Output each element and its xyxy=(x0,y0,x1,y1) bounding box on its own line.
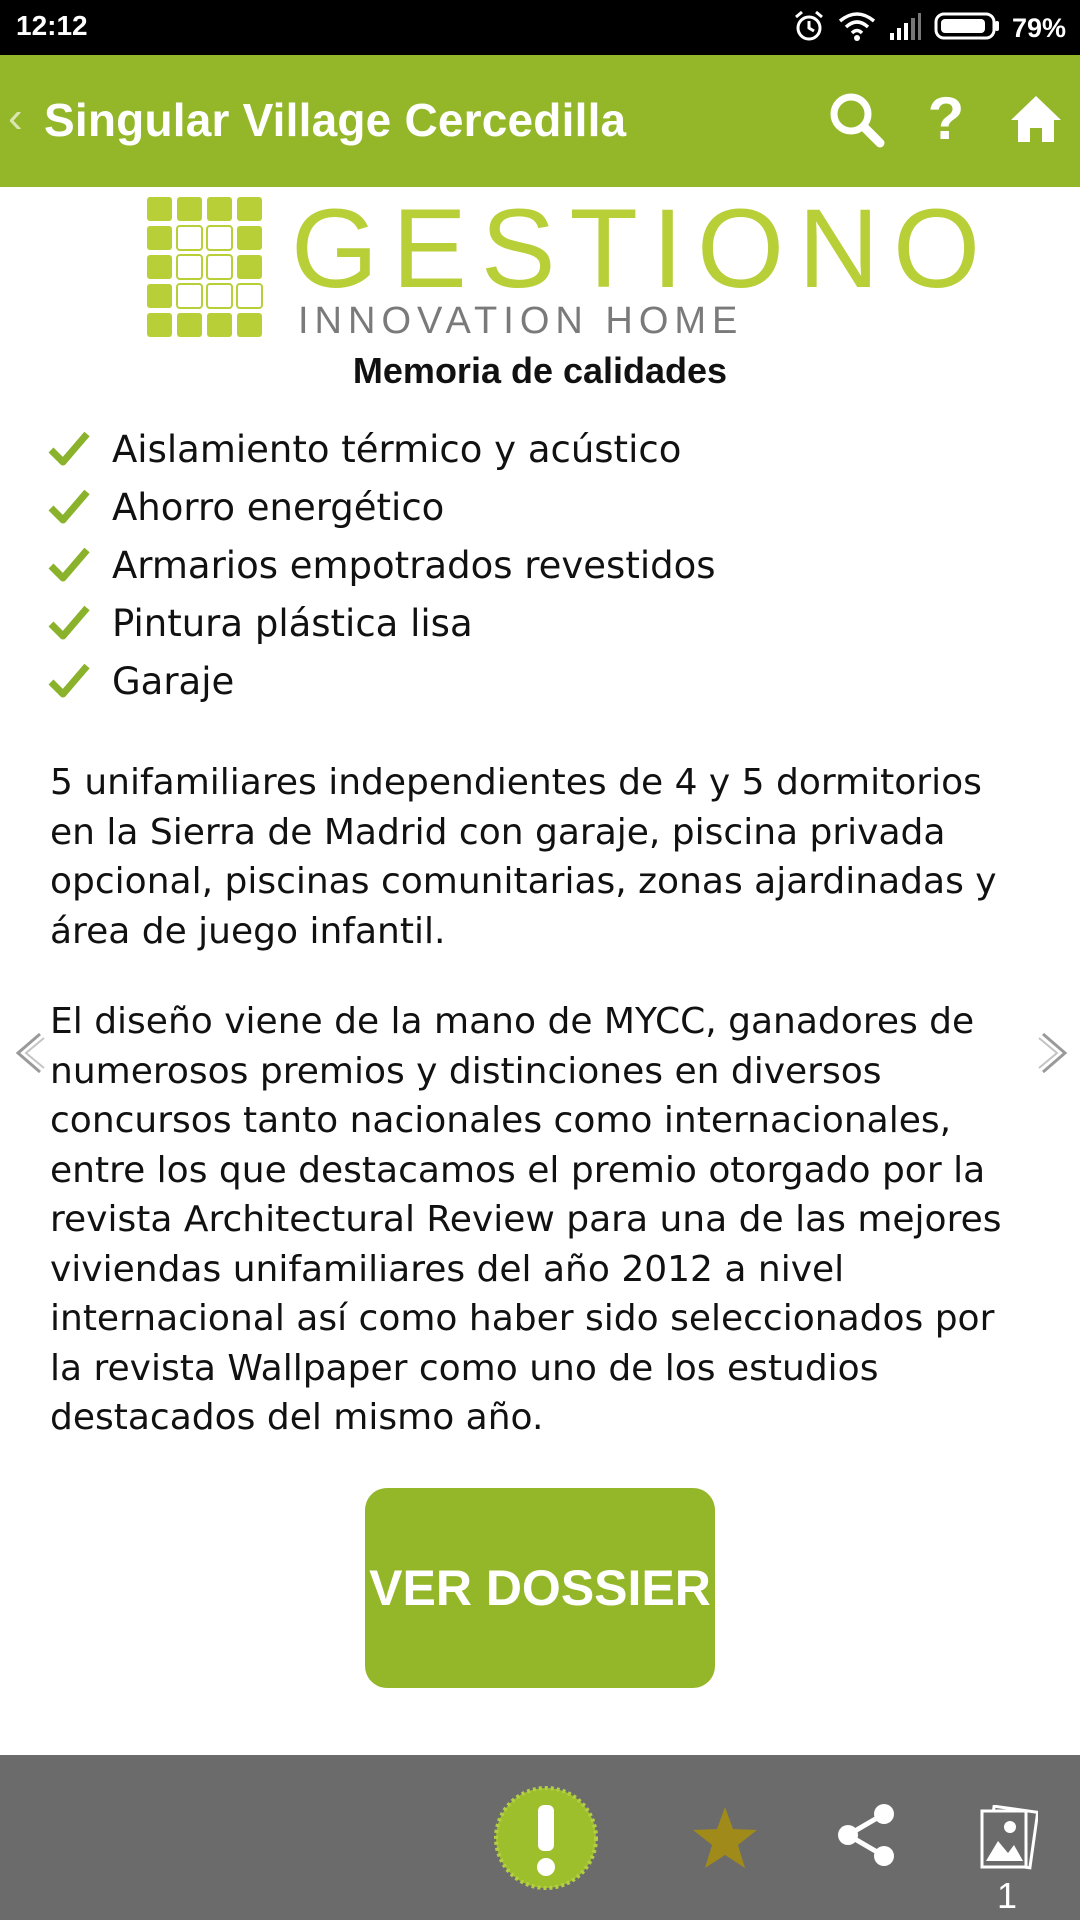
help-icon: ? xyxy=(927,85,965,152)
chevron-left-icon xyxy=(10,1030,50,1076)
search-button[interactable] xyxy=(826,89,886,149)
feature-label: Ahorro energético xyxy=(112,485,445,529)
previous-page-button[interactable] xyxy=(10,1030,50,1076)
logo-tagline: INNOVATION HOME xyxy=(298,300,744,342)
app-bar-actions xyxy=(826,85,1066,152)
section-title: Memoria de calidades xyxy=(352,350,728,391)
gallery-icon xyxy=(978,1805,1038,1873)
signal-icon xyxy=(888,11,922,46)
home-button[interactable] xyxy=(1006,89,1066,149)
list-item xyxy=(48,420,716,478)
battery-percentage: 79% xyxy=(1011,12,1066,43)
page-title: Singular Village Cercedilla xyxy=(44,94,627,146)
star-icon xyxy=(690,1805,760,1871)
next-page-button[interactable] xyxy=(1033,1030,1073,1076)
battery-icon xyxy=(934,11,1000,46)
help-button[interactable] xyxy=(916,85,976,152)
list-item xyxy=(48,536,716,594)
check-icon xyxy=(48,478,112,536)
check-icon xyxy=(48,536,112,594)
list-item xyxy=(48,594,716,652)
description-paragraph: 5 unifamiliares independientes de 4 y 5 dormitorios en la Sierra de Madrid con garaje, piscina privada opcional, piscinas comunitarias, zonas ajardinadas y área de juego infantil. xyxy=(50,762,997,952)
status-icons xyxy=(792,8,1066,48)
search-icon xyxy=(827,90,885,148)
bottom-bar xyxy=(0,1755,1080,1920)
app-bar xyxy=(0,55,1080,187)
status-time: 12:12 xyxy=(16,10,88,41)
alarm-icon xyxy=(792,9,826,48)
check-icon xyxy=(48,420,112,478)
logo-brand: GESTIONO xyxy=(291,186,995,311)
alert-button[interactable] xyxy=(493,1785,599,1895)
check-icon xyxy=(48,652,112,710)
favorite-button[interactable] xyxy=(690,1805,760,1875)
ver-dossier-button[interactable]: VER DOSSIER xyxy=(365,1488,715,1688)
chevron-right-icon xyxy=(1033,1030,1073,1076)
home-icon xyxy=(1009,92,1063,146)
gestiono-logo xyxy=(146,186,995,346)
photo-count: 1 xyxy=(997,1875,1018,1916)
share-button[interactable] xyxy=(835,1802,897,1872)
feature-label: Aislamiento térmico y acústico xyxy=(112,427,682,471)
check-icon xyxy=(48,594,112,652)
feature-label: Armarios empotrados revestidos xyxy=(112,543,716,587)
wifi-icon xyxy=(838,10,876,47)
feature-label: Garaje xyxy=(112,659,235,703)
features-list xyxy=(48,420,716,710)
list-item xyxy=(48,478,716,536)
back-button[interactable]: ‹ xyxy=(8,93,23,142)
gallery-button[interactable] xyxy=(978,1805,1038,1877)
share-icon xyxy=(835,1802,897,1868)
alert-icon xyxy=(493,1785,599,1891)
list-item xyxy=(48,652,716,710)
status-bar xyxy=(0,0,1080,55)
designer-paragraph: El diseño viene de la mano de MYCC, ganadores de numerosos premios y distinciones en diversos concursos tanto nacionales como internacionales, entre los que destacamos el premio otorgado por la revista Architectural Review para una de las mejores viviendas unifamiliares del año 2012 a nivel internacional así como haber sido seleccionados por la revista Wallpaper como uno de los estudios destacados del mismo año. xyxy=(50,1001,1002,1438)
feature-label: Pintura plástica lisa xyxy=(112,601,473,645)
logo-grid-icon xyxy=(146,196,266,342)
